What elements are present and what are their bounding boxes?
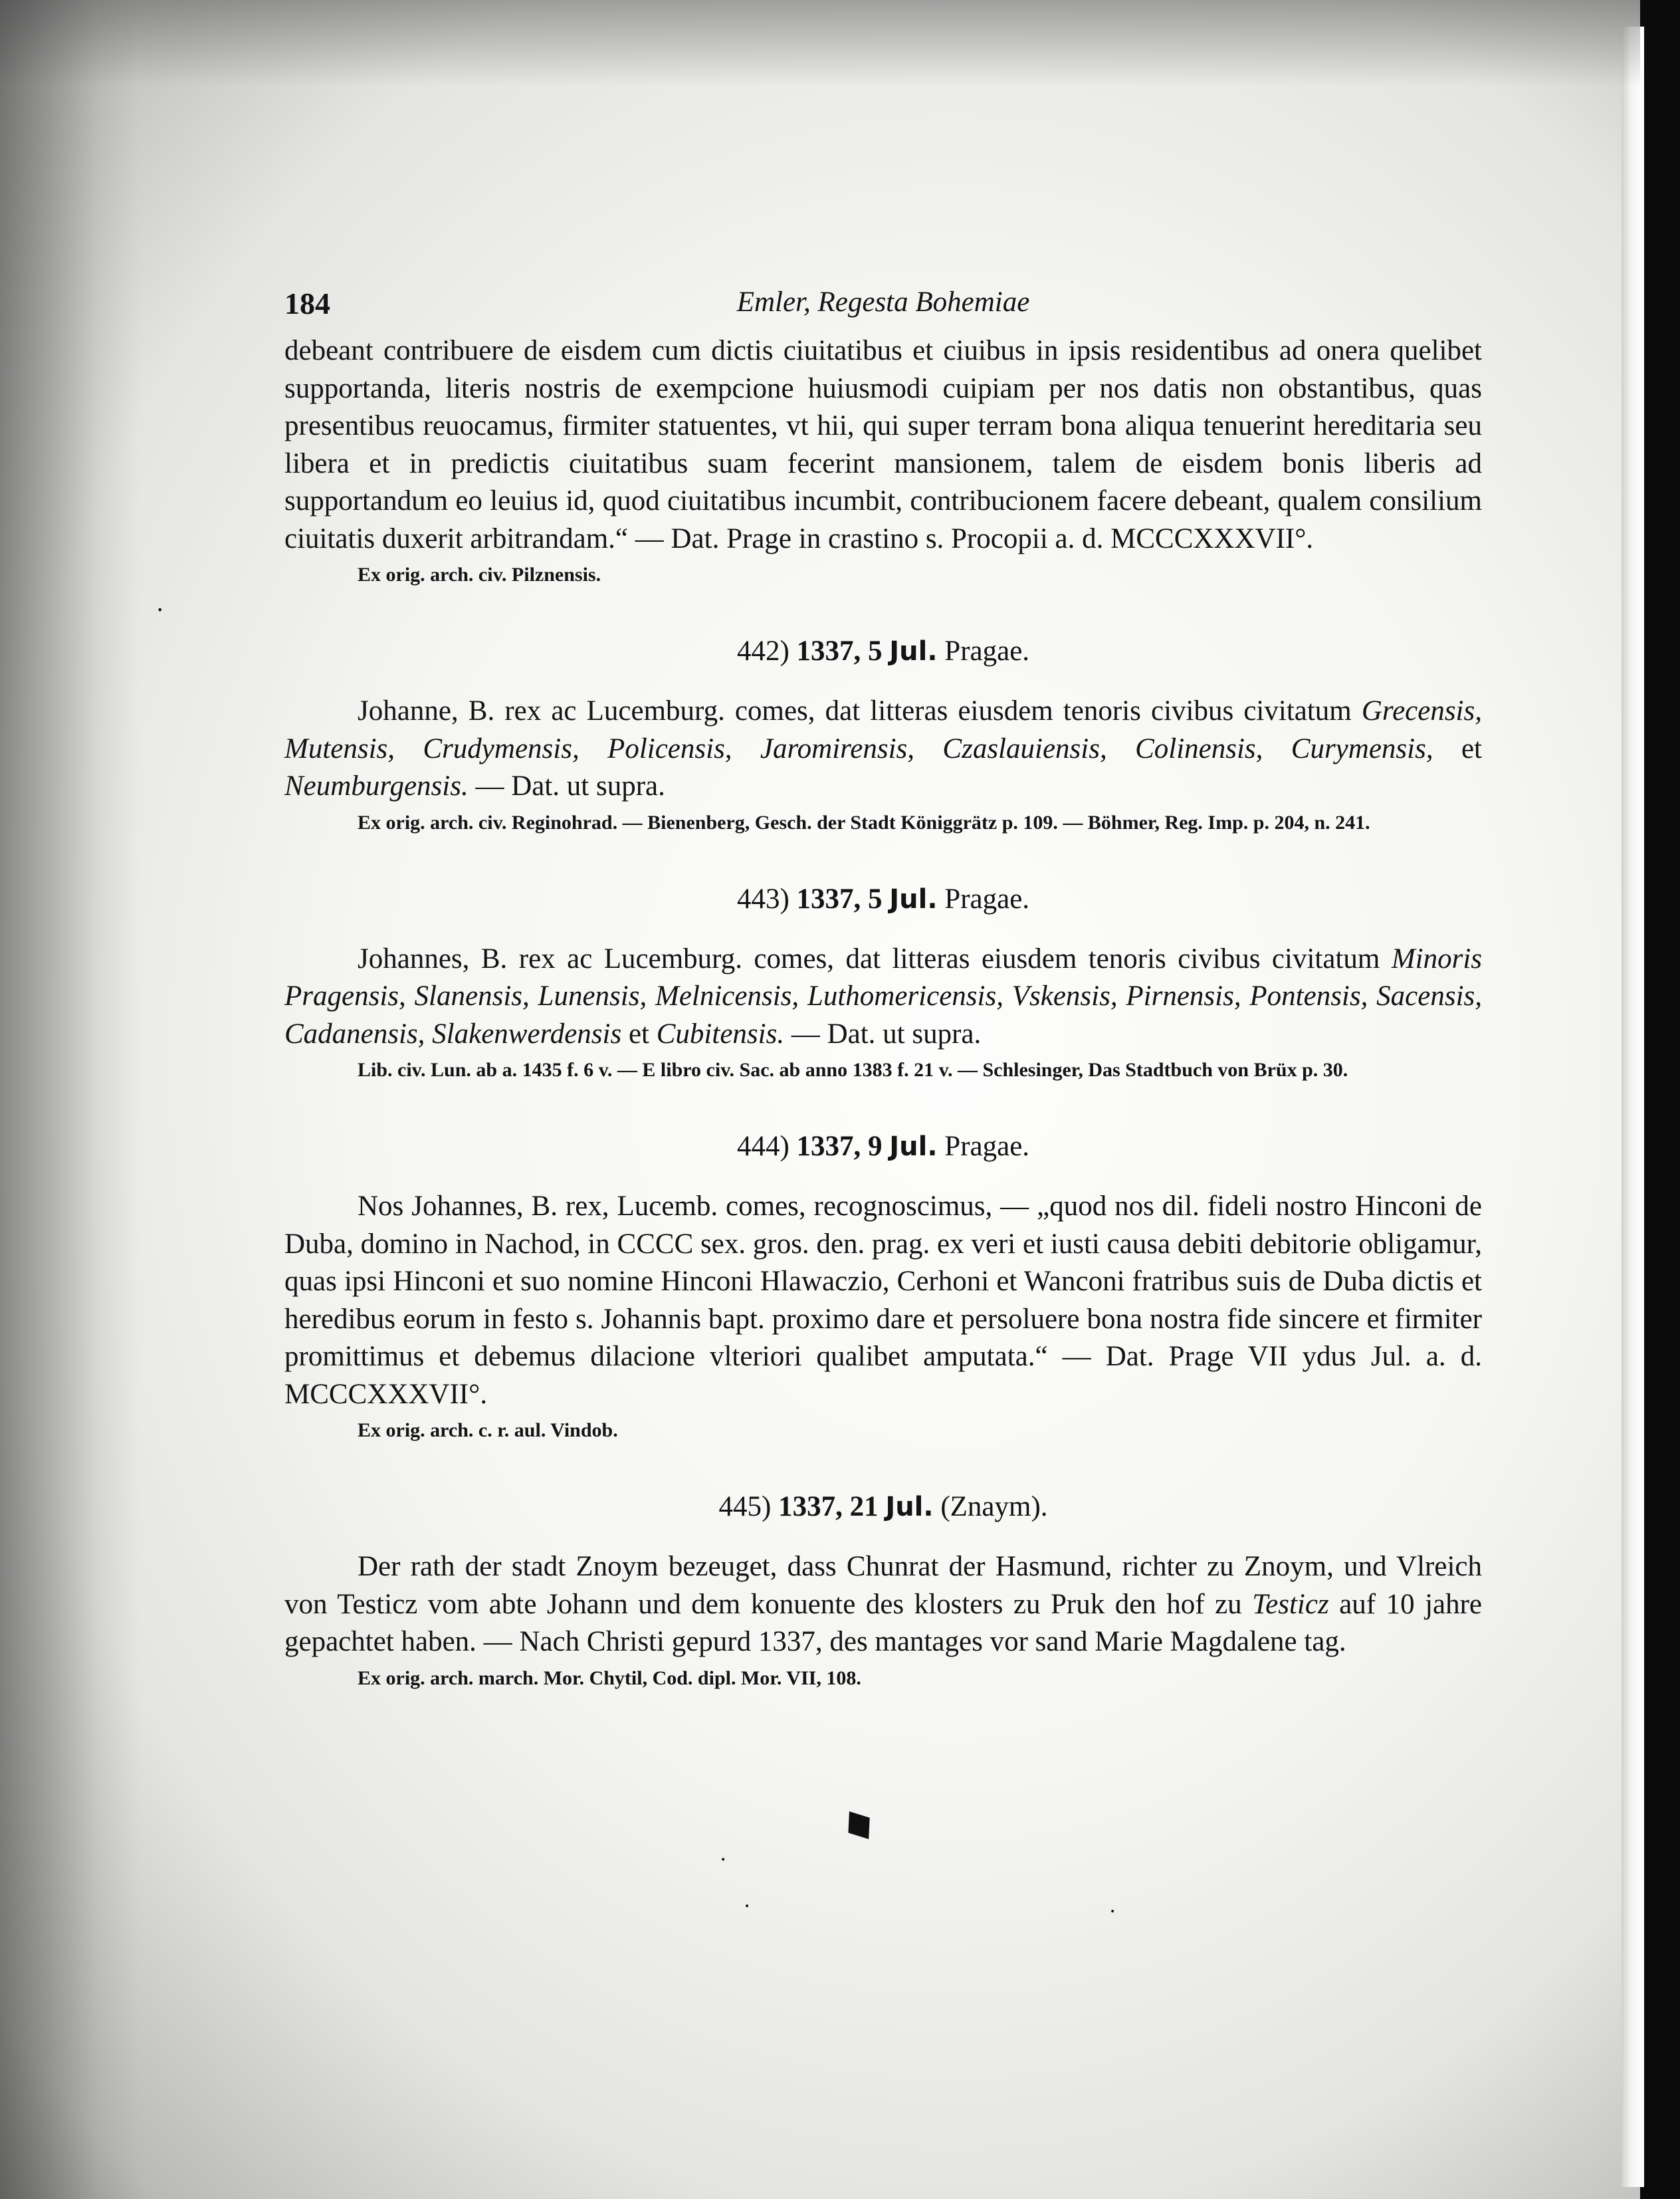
- entry-text-italic: Cubitensis.: [656, 1018, 785, 1050]
- entry-text-part: et: [1461, 733, 1482, 764]
- scan-shadow-top: [0, 0, 1640, 86]
- page-number: 184: [284, 287, 330, 320]
- entry-text-part: — Dat. ut supra.: [475, 770, 665, 802]
- entry-place: Pragae.: [944, 883, 1030, 915]
- entry-number: 444): [736, 1131, 789, 1162]
- entry-text: [284, 693, 1482, 806]
- entry-month: Jul.: [889, 636, 938, 667]
- source-note: Lib. civ. Lun. ab a. 1435 f. 6 v. — E libro civ. Sac. ab anno 1383 f. 21 v. — Schlesinger, Das Stadtbuch von Brüx p. 30.: [358, 1059, 1348, 1081]
- entry-text-part: et: [628, 1018, 649, 1050]
- source-note: Ex orig. arch. civ. Reginohrad. — Bienenberg, Gesch. der Stadt Königgrätz p. 109. — Böhmer, Reg. Imp. p. 204, n. 241.: [358, 811, 1370, 834]
- entry-text: [284, 941, 1482, 1054]
- scan-speck: •: [157, 604, 163, 616]
- entry-month: Jul.: [885, 1492, 934, 1522]
- source-note: Ex orig. arch. c. r. aul. Vindob.: [358, 1419, 618, 1441]
- entry-heading: [284, 881, 1482, 918]
- entry-text-part: Johanne, B. rex ac Lucemburg. comes, dat litteras eiusdem tenoris civibus civitatum: [358, 695, 1352, 727]
- scan-speck: •: [744, 1901, 750, 1912]
- entry-text-part: Der rath der stadt Znoym bezeuget, dass Chunrat der Hasmund, richter zu Znoym, und Vlreich von Testicz vom abte Johann und dem konuente des klosters zu Pruk den hof zu: [284, 1551, 1482, 1620]
- entry-month: Jul.: [889, 1131, 938, 1162]
- entry-place: Pragae.: [944, 1131, 1030, 1162]
- entry-text-italic: Neumburgensis.: [284, 770, 469, 802]
- source-note: Ex orig. arch. civ. Pilznensis.: [358, 564, 601, 586]
- entry-heading: [284, 633, 1482, 670]
- entry-text-italic: Grecensis, Mutensis, Crudymensis, Policensis, Jaromirensis, Czaslauiensis, Colinensis, Curymensis,: [284, 695, 1482, 764]
- entry-text-italic: Testicz: [1252, 1588, 1329, 1620]
- entry-number: 443): [736, 883, 789, 915]
- entry-heading: [284, 1488, 1482, 1526]
- entry-place: (Znaym).: [940, 1491, 1048, 1522]
- entry-month: Jul.: [889, 883, 938, 915]
- entry-text-part: — Dat. ut supra.: [791, 1018, 982, 1050]
- entry-heading: [284, 1128, 1482, 1165]
- entry-text: Nos Johannes, B. rex, Lucemb. comes, recognoscimus, — „quod nos dil. fideli nostro Hinconi de Duba, domino in Nachod, in CCCC sex. gros. den. prag. ex veri et iusti causa debiti debitorie obligamur, quas ipsi Hinconi et suo nomine Hinconi Hlawaczio, Cerhoni et Wanconi fratribus suis de Duba dictis et heredibus eorum in festo s. Johannis bapt. proximo dare et persoluere bona nostra fide sincere et firmiter promittimus et debemus dilacione vlteriori qualibet amputata.“ — Dat. Prage VII ydus Jul. a. d. MCCCXXXVII°.: [284, 1191, 1482, 1410]
- page-edge: [1622, 27, 1644, 2187]
- running-head: Emler, Regesta Bohemiae: [736, 287, 1030, 318]
- entry-date: 1337, 9: [796, 1131, 883, 1162]
- entry-number: 445): [718, 1491, 772, 1522]
- entry-date: 1337, 5: [796, 883, 883, 915]
- entry-place: Pragae.: [944, 636, 1030, 667]
- scan-speck: •: [1110, 1907, 1116, 1917]
- entry-text-part: Johannes, B. rex ac Lucemburg. comes, dat litteras eiusdem tenoris civibus civitatum: [358, 943, 1380, 975]
- entry-text-italic: Minoris Pragensis, Slanensis, Lunensis, Melnicensis, Luthomericensis, Vskensis, Pirnensis, Pontensis, Sacensis, Cadanensis, Slakenwerdensis: [284, 943, 1483, 1050]
- source-note: Ex orig. arch. march. Mor. Chytil, Cod. dipl. Mor. VII, 108.: [358, 1667, 861, 1689]
- page-header: [284, 286, 1482, 332]
- page-content: [284, 286, 1482, 1692]
- entry-number: 442): [736, 636, 789, 667]
- entry-date: 1337, 21: [778, 1491, 879, 1522]
- entry-text-part: auf 10 jahre gepachtet haben. — Nach Christi gepurd 1337, des mantages vor sand Marie Magdalene tag.: [284, 1588, 1483, 1657]
- scan-shadow-left: [0, 0, 140, 2199]
- continuation-text: debeant contribuere de eisdem cum dictis ciuitatibus et ciuibus in ipsis residentibus ad onera quelibet supportanda, literis nostris de exempcione huiusmodi cuipiam per nos datis non obstantibus, quas presentibus reuocamus, firmiter statuentes, vt hii, qui super terram bona aliqua tenuerint hereditaria seu libera et in predictis ciuitatibus suam fecerint mansionem, talem de eisdem bonis liberis ad supportandum eo leuius id, quod ciuitatibus incumbit, contribucionem facere debeant, qualem consilium ciuitatis duxerit arbitrandam.“ — Dat. Prage in crastino s. Procopii a. d. MCCCXXXVII°.: [284, 335, 1482, 554]
- ink-blot-mark: ♦: [827, 1792, 892, 1861]
- entry-date: 1337, 5: [796, 636, 883, 667]
- entry-text: [284, 1548, 1482, 1661]
- scan-speck: •: [720, 1855, 726, 1865]
